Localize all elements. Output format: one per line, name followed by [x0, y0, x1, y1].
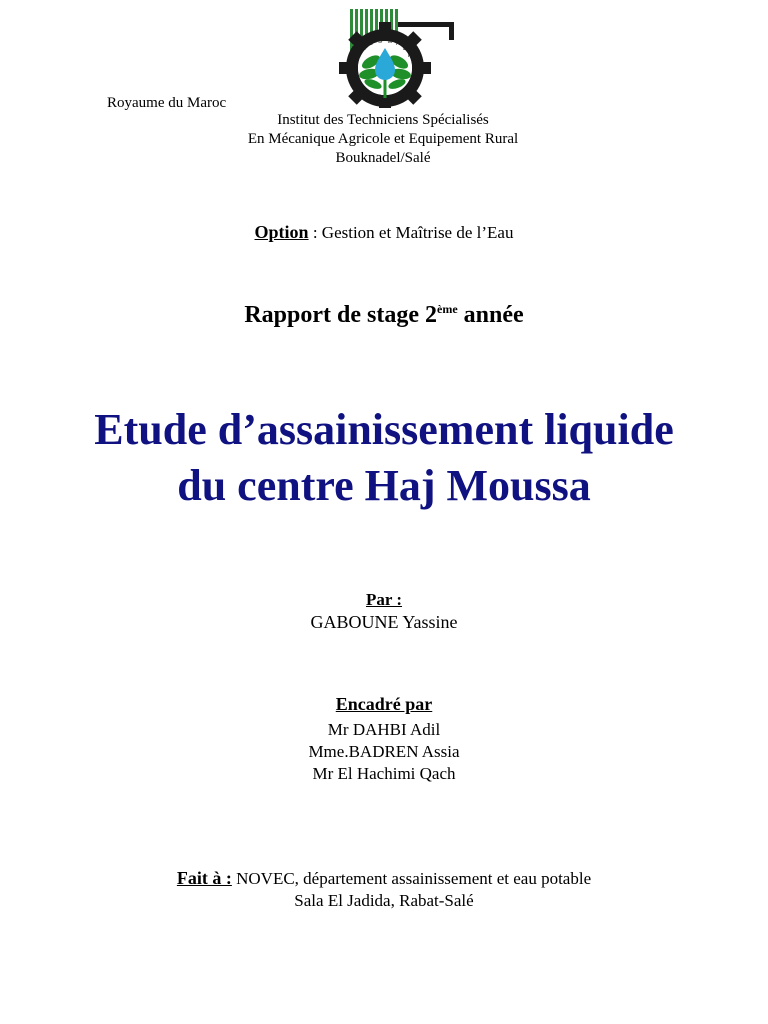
- supervisors-label: Encadré par: [335, 694, 433, 714]
- option-line: [0, 222, 768, 243]
- report-superscript: ème: [437, 302, 458, 316]
- report-prefix: Rapport de stage 2: [244, 302, 437, 328]
- svg-text:M: M: [387, 39, 393, 45]
- author-label: Par :: [365, 590, 403, 609]
- report-type: [0, 302, 768, 329]
- option-label: Option: [254, 222, 309, 242]
- document-title-line-2: du centre Haj Moussa: [177, 461, 591, 510]
- svg-text:I: I: [364, 46, 366, 52]
- author-name: GABOUNE Yassine: [310, 612, 458, 632]
- svg-text:A: A: [395, 41, 401, 47]
- svg-text:E: E: [402, 46, 408, 52]
- supervisor-name: Mme.BADREN Assia: [308, 742, 460, 761]
- place-line: [0, 868, 768, 889]
- place-city: Sala El Jadida, Rabat-Salé: [294, 891, 474, 910]
- place-value: NOVEC, département assainissement et eau potable: [231, 869, 592, 888]
- report-suffix: année: [457, 302, 524, 328]
- option-value: Gestion et Maîtrise de l’Eau: [321, 223, 514, 242]
- supervisor-name: Mr El Hachimi Qach: [312, 764, 456, 783]
- place-label: Fait à :: [176, 868, 232, 888]
- document-title-line-1: Etude d’assainissement liquide: [94, 405, 674, 454]
- option-separator: :: [308, 223, 322, 242]
- svg-text:R: R: [407, 53, 413, 59]
- svg-text:S: S: [377, 39, 383, 45]
- supervisor-name: Mr DAHBI Adil: [327, 720, 441, 739]
- svg-text:T: T: [370, 41, 374, 47]
- country-label: Royaume du Maroc: [107, 95, 227, 111]
- institute-logo-icon: [312, 6, 458, 108]
